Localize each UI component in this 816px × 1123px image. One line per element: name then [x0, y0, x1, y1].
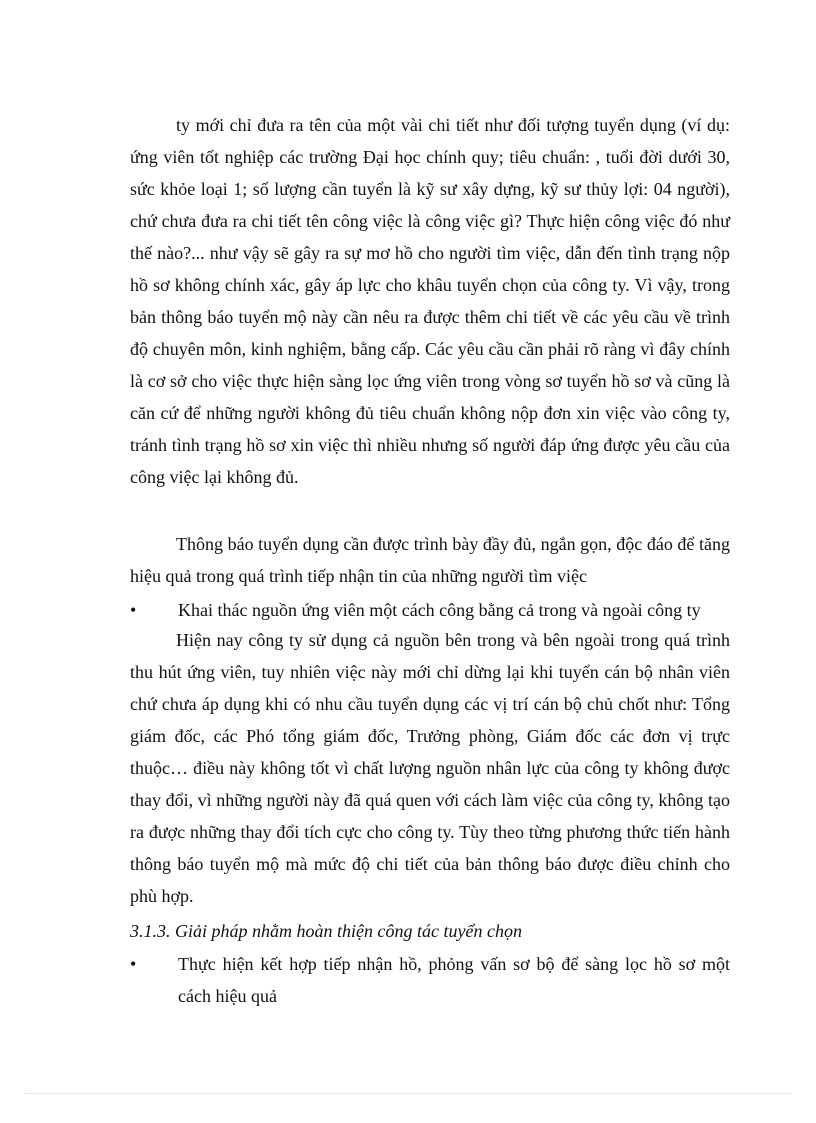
bullet-icon: •	[130, 600, 137, 620]
paragraph-notice-presentation: Thông báo tuyển dụng cần được trình bày đầy đủ, ngắn gọn, độc đáo để tăng hiệu quả trong quá trình tiếp nhận tin của những người tìm việc	[130, 534, 730, 586]
bullet-icon: •	[130, 954, 137, 974]
section-heading: 3.1.3. Giải pháp nhằm hoàn thiện công tác tuyển chọn	[130, 921, 522, 941]
bullet-item-label: Khai thác nguồn ứng viên một cách công bằng cả trong và ngoài công ty	[178, 600, 701, 620]
page-footer-divider	[24, 1093, 792, 1094]
bullet-item-screening	[130, 948, 730, 1012]
paragraph-internal-external-sources: Hiện nay công ty sử dụng cả nguồn bên trong và bên ngoài trong quá trình thu hút ứng viên, tuy nhiên việc này mới chỉ dừng lại khi tuyển cán bộ nhân viên chứ chưa áp dụng khi có nhu cầu tuyển dụng các vị trí cán bộ chủ chốt như: Tổng giám đốc, các Phó tổng giám đốc, Trưởng phòng, Giám đốc các đơn vị trực thuộc… điều này không tốt vì chất lượng nguồn nhân lực của công ty không được thay đổi, vì những người này đã quá quen với cách làm việc của công ty, không tạo ra được những thay đổi tích cực cho công ty. Tùy theo từng phương thức tiến hành thông báo tuyển mộ mà mức độ chi tiết của bản thông báo được điều chỉnh cho phù hợp.	[130, 630, 730, 906]
paragraph-recruitment-notice-details: ty mới chỉ đưa ra tên của một vài chi tiết như đối tượng tuyển dụng (ví dụ: ứng viên tốt nghiệp các trường Đại học chính quy; tiêu chuẩn: , tuổi đời dưới 30, sức khỏe loại 1; số lượng cần tuyển là kỹ sư xây dựng, kỹ sư thủy lợi: 04 người), chứ chưa đưa ra chi tiết tên công việc là công việc gì? Thực hiện công việc đó như thế nào?... như vậy sẽ gây ra sự mơ hồ cho người tìm việc, dẫn đến tình trạng nộp hồ sơ không chính xác, gây áp lực cho khâu tuyển chọn của công ty. Vì vậy, trong bản thông báo tuyển mộ này cần nêu ra được thêm chi tiết về các yêu cầu về trình độ chuyên môn, kinh nghiệm, bằng cấp. Các yêu cầu cần phải rõ ràng vì đây chính là cơ sở cho việc thực hiện sàng lọc ứng viên trong vòng sơ tuyển hồ sơ và cũng là căn cứ để những người không đủ tiêu chuẩn không nộp đơn xin việc vào công ty, tránh tình trạng hồ sơ xin việc thì nhiều nhưng số người đáp ứng được yêu cầu của công việc lại không đủ.	[130, 115, 730, 487]
bullet-item-label: Thực hiện kết hợp tiếp nhận hồ, phỏng vấn sơ bộ để sàng lọc hồ sơ một cách hiệu quả	[178, 954, 730, 1006]
bullet-item-fair-sourcing	[130, 594, 730, 626]
